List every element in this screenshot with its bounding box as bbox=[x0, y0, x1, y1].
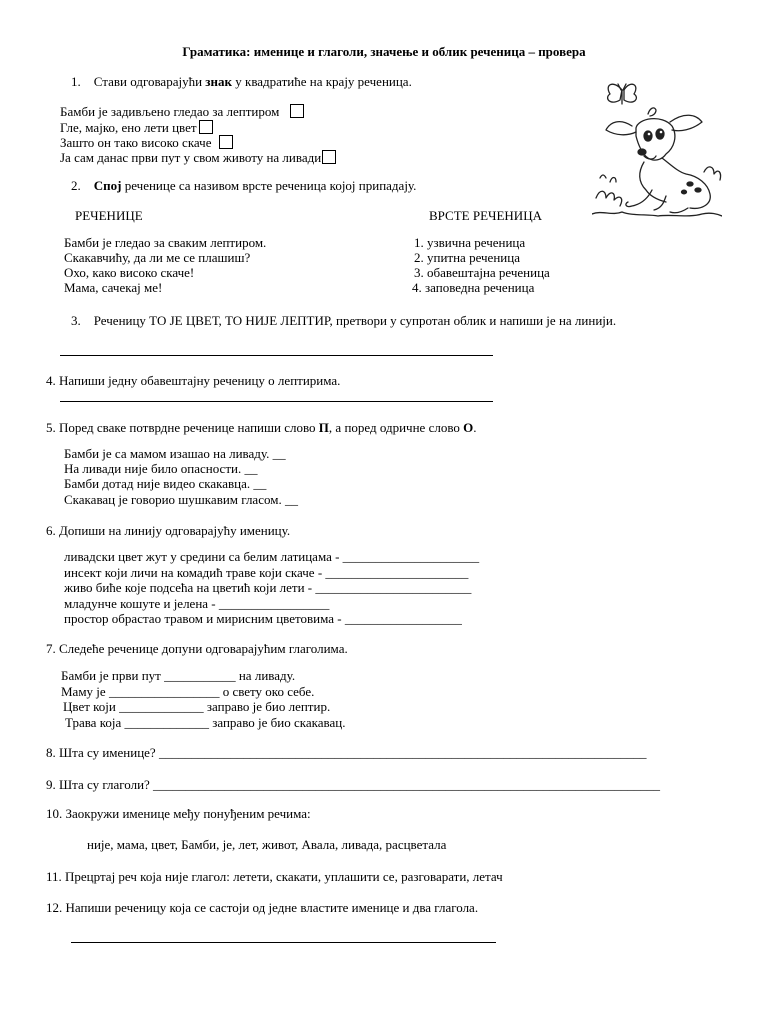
q5-sentence-3: Бамби дотад није видео скакавца. __ bbox=[64, 476, 267, 491]
q1-pre: Стави одговарајући bbox=[93, 74, 203, 89]
q2-bold: Спој bbox=[93, 178, 122, 193]
q11-question: 11. Прецртај реч која није глагол: летети, скакати, уплашити се, разговарати, летач bbox=[46, 869, 503, 884]
answer-checkbox[interactable] bbox=[290, 104, 304, 118]
q6-item-1: ливадски цвет жут у средини са белим латицама - _____________________ bbox=[64, 549, 480, 564]
q5-end: . bbox=[473, 420, 477, 435]
answer-checkbox[interactable] bbox=[322, 150, 336, 164]
q1-bold: знак bbox=[205, 74, 232, 89]
q1-sentence-2 bbox=[60, 120, 213, 135]
answer-checkbox[interactable] bbox=[199, 120, 213, 134]
q2-number: 2. bbox=[71, 178, 81, 193]
q2-left-header: РЕЧЕНИЦЕ bbox=[75, 208, 143, 223]
q7-instruction: 7. Следеће реченице допуни одговарајућим глаголима. bbox=[46, 641, 348, 656]
q5-sentence-4: Скакавац је говорио шушкавим гласом. __ bbox=[64, 492, 298, 507]
q5-sentence-1: Бамби је са мамом изашао на ливаду. __ bbox=[64, 446, 286, 461]
q2-instruction bbox=[71, 178, 416, 193]
q8-question: 8. Шта су именице? ___________________________________________________________________________ bbox=[46, 745, 647, 760]
q4-instruction: 4. Напиши једну обавештајну реченицу о лептирима. bbox=[46, 373, 341, 388]
q7-item-4: Трава која _____________ заправо је био скакавац. bbox=[65, 715, 346, 730]
worksheet-title: Граматика: именице и глаголи, значење и облик реченица – провера bbox=[182, 44, 586, 59]
q2-post: реченице са називом врсте реченица којој припадају. bbox=[124, 178, 417, 193]
q1-sentence-text: Зашто он тако високо скаче bbox=[60, 135, 212, 150]
q2-type-3: 3. обавештајна реченица bbox=[414, 265, 550, 280]
q1-sentence-3 bbox=[60, 135, 233, 150]
q9-question: 9. Шта су глаголи? ______________________________________________________________________________ bbox=[46, 777, 661, 792]
q3-instruction bbox=[71, 313, 616, 328]
q7-item-3: Цвет који _____________ заправо је био лептир. bbox=[63, 699, 331, 714]
q2-right-header: ВРСТЕ РЕЧЕНИЦА bbox=[429, 208, 542, 223]
q2-type-1: 1. узвична реченица bbox=[414, 235, 526, 250]
q1-sentence-text: Ја сам данас први пут у свом животу на ливади bbox=[60, 150, 322, 165]
q7-item-1: Бамби је први пут ___________ на ливаду. bbox=[61, 668, 296, 683]
q12-instruction: 12. Напиши реченицу која се састоји од једне властите именице и два глагола. bbox=[46, 900, 479, 915]
q7-item-2: Маму је _________________ о свету око себе. bbox=[61, 684, 315, 699]
q3-text: Реченицу ТО ЈЕ ЦВЕТ, ТО НИЈЕ ЛЕПТИР, претвори у супротан облик и напиши је на линији. bbox=[93, 313, 617, 328]
q10-word-list: није, мама, цвет, Бамби, је, лет, живот, Авала, ливада, расцветала bbox=[87, 837, 447, 852]
q2-sentence-2: Скакавчићу, да ли ме се плашиш? bbox=[64, 250, 251, 265]
q10-instruction: 10. Заокружи именице међу понуђеним речима: bbox=[46, 806, 311, 821]
butterfly-wing-right bbox=[624, 84, 636, 102]
q3-answer-line[interactable] bbox=[60, 355, 493, 356]
q5-instruction bbox=[46, 420, 477, 435]
q6-item-4: младунче кошуте и јелена - _________________ bbox=[64, 596, 330, 611]
q5-sentence-2: На ливади није било опасности. __ bbox=[64, 461, 258, 476]
q3-number: 3. bbox=[71, 313, 81, 328]
q1-number: 1. bbox=[71, 74, 81, 89]
bambi-illustration bbox=[592, 78, 722, 220]
q4-answer-line[interactable] bbox=[60, 401, 493, 402]
q2-sentence-1: Бамби је гледао за сваким лептиром. bbox=[64, 235, 267, 250]
q6-item-2: инсект који личи на комадић траве који скаче - ______________________ bbox=[64, 565, 469, 580]
q1-instruction bbox=[71, 74, 412, 89]
q5-pre: 5. Поред сваке потврдне реченице напиши слово bbox=[46, 420, 316, 435]
q2-type-2: 2. упитна реченица bbox=[414, 250, 520, 265]
q1-sentence-1 bbox=[60, 104, 304, 119]
q6-item-5: простор обрастао травом и мирисним цветовима - __________________ bbox=[64, 611, 462, 626]
q5-mid: , а поред одричне слово bbox=[328, 420, 460, 435]
q2-type-4: 4. заповедна реченица bbox=[412, 280, 535, 295]
q1-sentence-4 bbox=[60, 150, 336, 165]
q5-bold-o: О bbox=[463, 420, 474, 435]
q5-bold-p: П bbox=[318, 420, 329, 435]
q1-sentence-text: Гле, мајко, ено лети цвет bbox=[60, 120, 197, 135]
q12-answer-line[interactable] bbox=[71, 942, 496, 943]
q2-sentence-3: Охо, како високо скаче! bbox=[64, 265, 195, 280]
answer-checkbox[interactable] bbox=[219, 135, 233, 149]
q1-sentence-text: Бамби је задивљено гледао за лептиром bbox=[60, 104, 280, 119]
q6-item-3: живо биће које подсећа на цветић који лети - ________________________ bbox=[64, 580, 472, 595]
q1-post: у квадратиће на крају реченица. bbox=[235, 74, 412, 89]
q2-sentence-4: Мама, сачекај ме! bbox=[64, 280, 163, 295]
q6-instruction: 6. Допиши на линију одговарајућу именицу. bbox=[46, 523, 291, 538]
